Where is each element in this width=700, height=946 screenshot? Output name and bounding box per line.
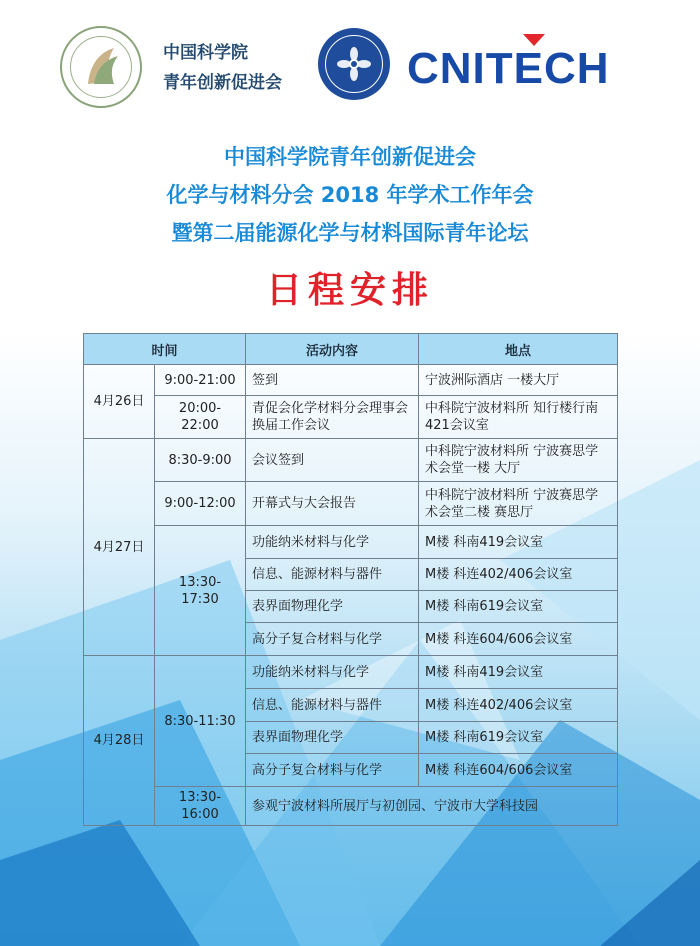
org-name-line1: 中国科学院 [163, 43, 248, 63]
table-header-row [84, 334, 618, 365]
location-cell: M楼 科南419会议室 [419, 526, 618, 559]
cas-emblem [318, 28, 390, 100]
time-cell: 8:30-9:00 [155, 439, 246, 482]
cnitech-logo: CNITECH [407, 44, 610, 93]
location-cell: M楼 科南619会议室 [419, 591, 618, 623]
date-cell: 4月26日 [84, 365, 155, 439]
activity-cell: 表界面物理化学 [246, 591, 419, 623]
location-cell: M楼 科连604/606会议室 [419, 754, 618, 787]
table-row [84, 787, 618, 826]
activity-cell: 功能纳米材料与化学 [246, 526, 419, 559]
time-cell: 8:30-11:30 [155, 656, 246, 787]
header-location: 地点 [419, 334, 618, 365]
title-line1: 中国科学院青年创新促进会 [224, 145, 476, 169]
schedule-table [83, 333, 618, 826]
header-time: 时间 [84, 334, 246, 365]
date-cell: 4月27日 [84, 439, 155, 656]
activity-cell: 青促会化学材料分会理事会换届工作会议 [246, 396, 419, 439]
activity-cell: 高分子复合材料与化学 [246, 623, 419, 656]
time-cell: 20:00-22:00 [155, 396, 246, 439]
activity-cell: 高分子复合材料与化学 [246, 754, 419, 787]
table-row [84, 526, 618, 559]
header-activity: 活动内容 [246, 334, 419, 365]
location-cell: M楼 科南619会议室 [419, 722, 618, 754]
table-row [84, 396, 618, 439]
org-name-line2: 青年创新促进会 [163, 73, 282, 93]
location-cell: 中科院宁波材料所 宁波赛思学术会堂一楼 大厅 [419, 439, 618, 482]
location-cell: 宁波洲际酒店 一楼大厅 [419, 365, 618, 396]
location-cell: 中科院宁波材料所 宁波赛思学术会堂二楼 赛思厅 [419, 482, 618, 526]
header [0, 0, 700, 125]
table-row [84, 656, 618, 689]
time-cell: 9:00-12:00 [155, 482, 246, 526]
location-cell: 中科院宁波材料所 知行楼行南421会议室 [419, 396, 618, 439]
activity-cell: 参观宁波材料所展厅与初创园、宁波市大学科技园 [246, 787, 618, 826]
table-row [84, 482, 618, 526]
time-cell: 13:30-17:30 [155, 526, 246, 656]
time-cell: 9:00-21:00 [155, 365, 246, 396]
location-cell: M楼 科连604/606会议室 [419, 623, 618, 656]
date-cell: 4月28日 [84, 656, 155, 826]
activity-cell: 会议签到 [246, 439, 419, 482]
leaf-profile-icon [80, 44, 124, 90]
location-cell: M楼 科南419会议室 [419, 656, 618, 689]
youth-promotion-logo [60, 26, 142, 108]
activity-cell: 信息、能源材料与器件 [246, 559, 419, 591]
atom-flower-icon [336, 46, 372, 82]
activity-cell: 表界面物理化学 [246, 722, 419, 754]
table-row [84, 365, 618, 396]
title-line2: 化学与材料分会 2018 年学术工作年会 [166, 183, 534, 207]
org-name [163, 38, 282, 98]
activity-cell: 开幕式与大会报告 [246, 482, 419, 526]
table-row [84, 439, 618, 482]
activity-cell: 签到 [246, 365, 419, 396]
location-cell: M楼 科连402/406会议室 [419, 559, 618, 591]
location-cell: M楼 科连402/406会议室 [419, 689, 618, 722]
time-cell: 13:30-16:00 [155, 787, 246, 826]
conference-title [0, 138, 700, 252]
title-line3: 暨第二届能源化学与材料国际青年论坛 [171, 221, 529, 245]
schedule-heading: 日程安排 [265, 269, 434, 311]
activity-cell: 信息、能源材料与器件 [246, 689, 419, 722]
activity-cell: 功能纳米材料与化学 [246, 656, 419, 689]
